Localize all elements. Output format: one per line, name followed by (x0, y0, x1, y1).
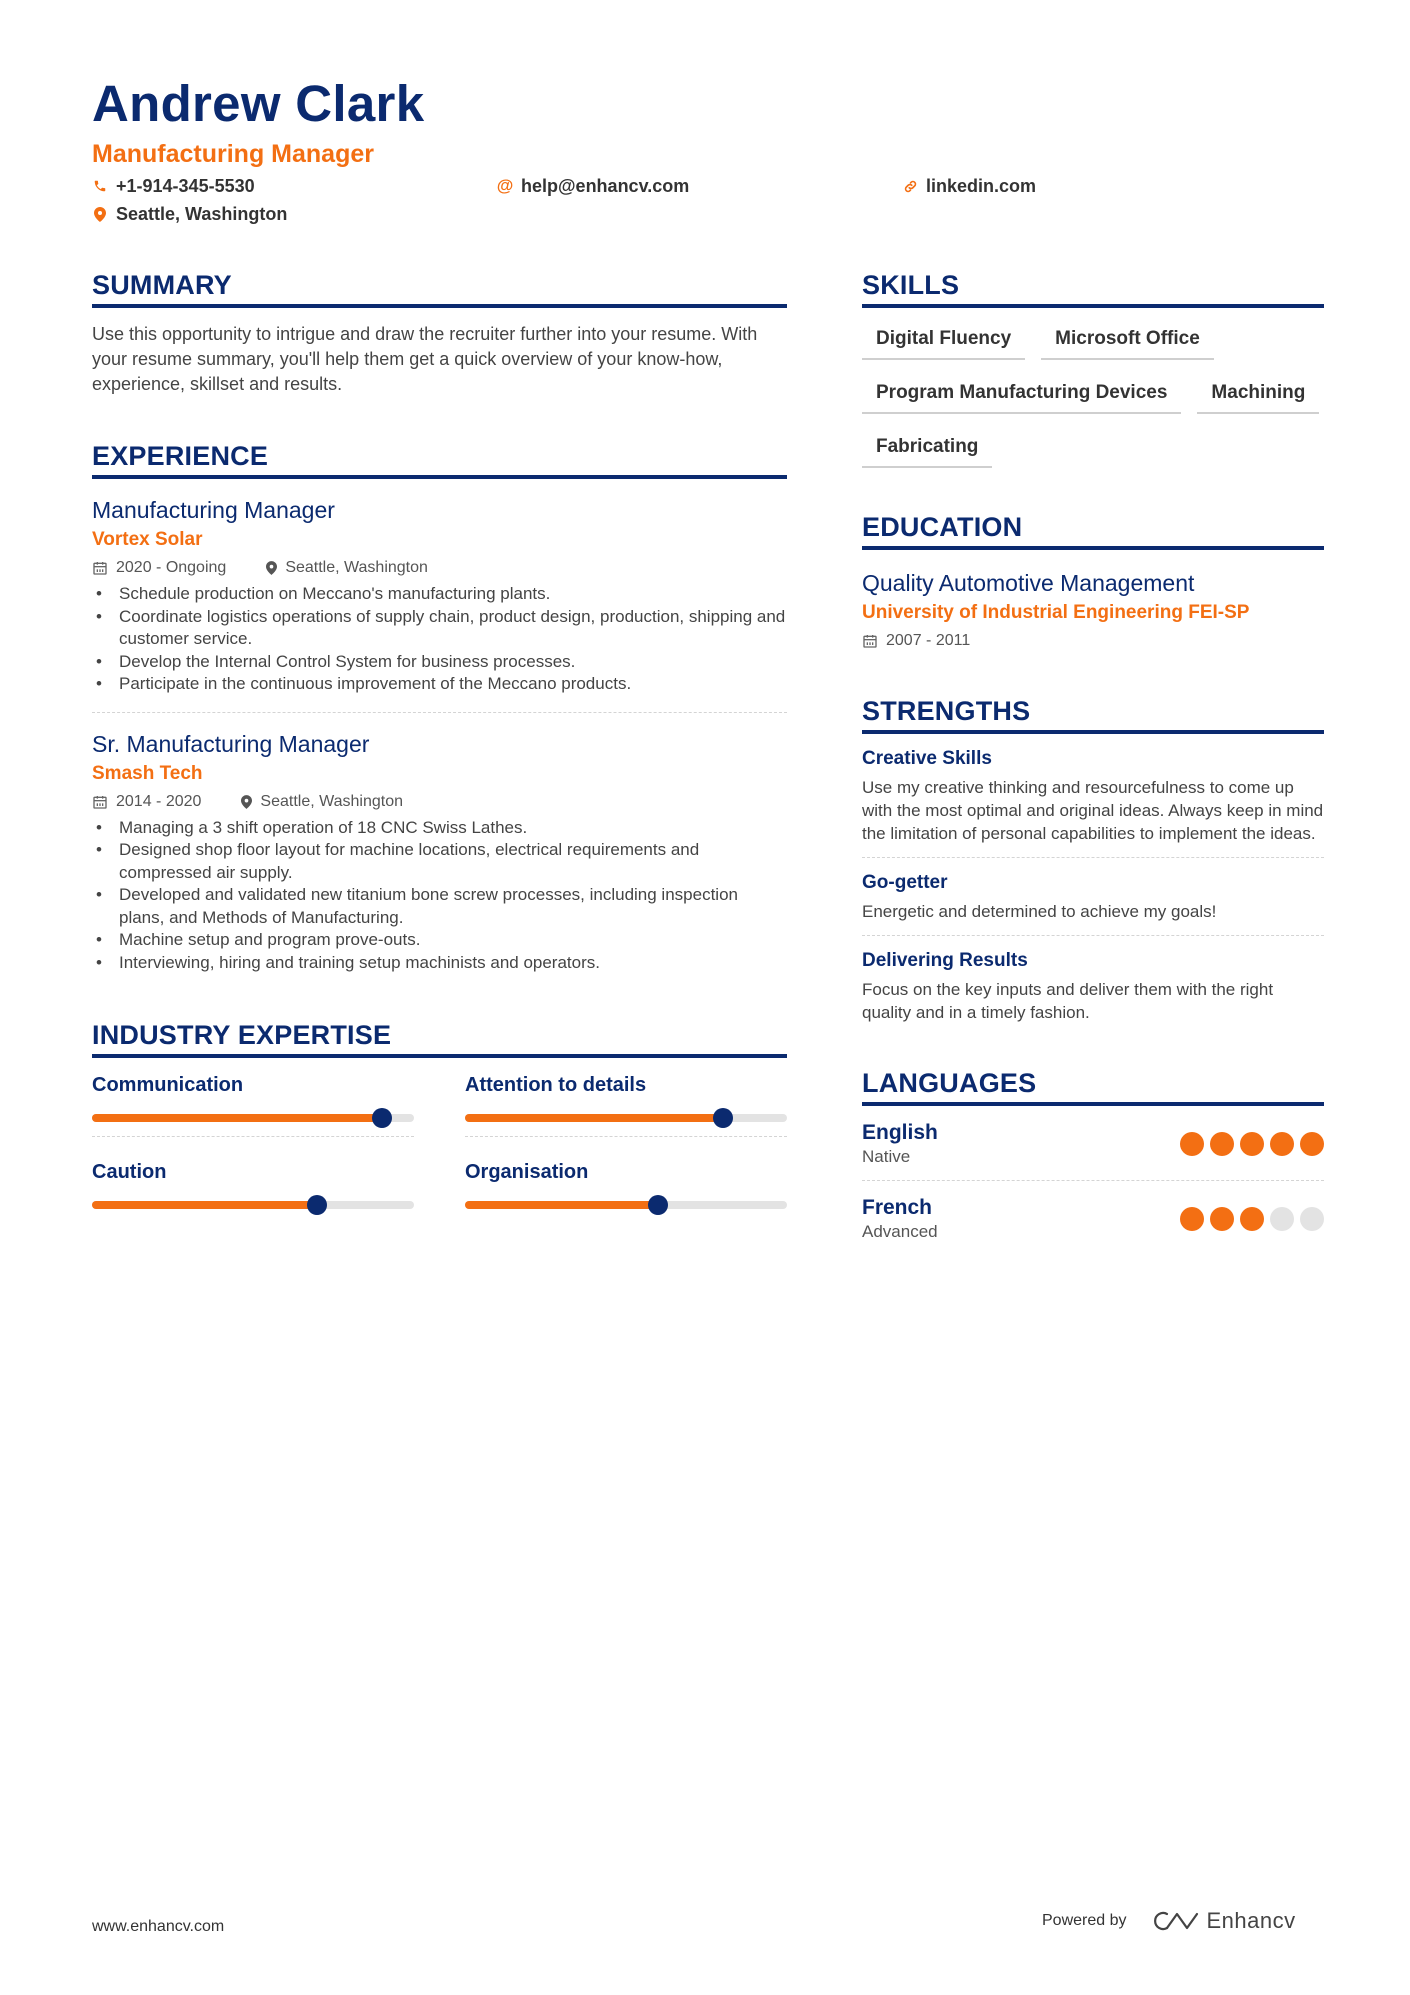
language-name: English (862, 1121, 938, 1144)
strength-desc: Use my creative thinking and resourcefulness to come up with the most optimal and original ideas. Always keep in mind the limitation of personal capabilities to implement the ideas. (862, 778, 1324, 843)
job-company: Smash Tech (92, 762, 203, 784)
experience-section (92, 439, 787, 974)
expertise-label: Communication (92, 1074, 244, 1096)
job-meta (92, 791, 787, 813)
left-column (92, 268, 787, 1223)
edu-meta (862, 632, 1324, 650)
job-location: Seattle, Washington (260, 792, 404, 810)
expertise-bar (92, 1114, 414, 1122)
calendar-icon (92, 794, 108, 810)
resume-header (92, 74, 1332, 234)
job-bullet: • Interviewing, hiring and training setup machinists and operators. (92, 952, 787, 975)
rating-dot (1300, 1132, 1324, 1156)
email-text[interactable]: help@enhancv.com (521, 176, 690, 196)
strength-item (862, 858, 1324, 936)
calendar-icon (92, 560, 108, 576)
expertise-label: Organisation (465, 1161, 589, 1183)
skill-tag: Microsoft Office (1041, 326, 1214, 360)
expertise-bar-fill (92, 1201, 317, 1209)
location-text: Seattle, Washington (116, 204, 288, 224)
expertise-label: Attention to details (465, 1074, 647, 1096)
rating-dot (1270, 1207, 1294, 1231)
strength-desc: Focus on the key inputs and deliver them with the right quality and in a timely fashion. (862, 980, 1274, 1022)
summary-heading: SUMMARY (92, 268, 787, 308)
edu-degree: Quality Automotive Management (862, 570, 1195, 596)
candidate-name: Andrew Clark (92, 75, 425, 132)
rating-dot (1210, 1207, 1234, 1231)
strengths-heading: STRENGTHS (862, 694, 1324, 734)
location-pin-icon (241, 795, 252, 809)
rating-dot (1210, 1132, 1234, 1156)
rating-dot (1270, 1132, 1294, 1156)
contact-location (92, 202, 287, 226)
footer-brand (1042, 1908, 1296, 1934)
right-column (862, 268, 1324, 1255)
education-heading: EDUCATION (862, 510, 1324, 550)
languages-heading: LANGUAGES (862, 1066, 1324, 1106)
job-bullet: • Designed shop floor layout for machine locations, electrical requirements and compressed air supply. (92, 839, 787, 884)
expertise-bar-knob (648, 1195, 668, 1215)
expertise-bar (92, 1201, 414, 1209)
job-location: Seattle, Washington (285, 559, 428, 576)
expertise-bar-knob (372, 1108, 392, 1128)
expertise-item (465, 1137, 787, 1223)
phone-text: +1-914-345-5530 (116, 176, 255, 196)
job-bullet: • Coordinate logistics operations of supply chain, product design, production, shipping and customer service. (92, 606, 787, 651)
footer-website[interactable]: www.enhancv.com (92, 1918, 225, 1935)
contact-phone (92, 174, 255, 198)
at-icon: @ (496, 176, 514, 195)
expertise-item (92, 1137, 414, 1223)
expertise-bar (465, 1114, 787, 1122)
enhancv-logo-text: Enhancv (1206, 1908, 1296, 1933)
strength-desc: Energetic and determined to achieve my goals! (862, 902, 1217, 921)
skill-tag: Program Manufacturing Devices (862, 380, 1181, 414)
job-meta (92, 557, 787, 579)
link-icon (902, 178, 918, 194)
edu-school: University of Industrial Engineering FEI-SP (862, 602, 1250, 623)
phone-icon (92, 178, 108, 194)
edu-dates: 2007 - 2011 (886, 632, 971, 649)
job-role: Sr. Manufacturing Manager (92, 730, 370, 757)
linkedin-text[interactable]: linkedin.com (926, 176, 1037, 196)
expertise-item (465, 1072, 787, 1137)
language-level: Native (862, 1147, 911, 1166)
strength-title: Go-getter (862, 872, 948, 893)
expertise-bar (465, 1201, 787, 1209)
job-bullets (92, 817, 787, 975)
calendar-icon (862, 633, 878, 649)
expertise-label: Caution (92, 1161, 167, 1183)
contact-email[interactable] (497, 174, 689, 198)
languages-section (862, 1066, 1324, 1255)
job-dates: 2020 - Ongoing (116, 559, 227, 576)
strength-title: Delivering Results (862, 950, 1028, 971)
job-bullet: • Machine setup and program prove-outs. (92, 929, 787, 952)
expertise-bar-knob (307, 1195, 327, 1215)
language-rating (1180, 1132, 1324, 1156)
expertise-item (92, 1072, 414, 1137)
skill-tag: Digital Fluency (862, 326, 1025, 360)
rating-dot (1180, 1132, 1204, 1156)
rating-dot (1240, 1207, 1264, 1231)
strength-title: Creative Skills (862, 748, 992, 769)
skill-tag: Fabricating (862, 434, 992, 468)
rating-dot (1240, 1132, 1264, 1156)
expertise-bar-fill (465, 1201, 658, 1209)
job-bullet: • Participate in the continuous improvement of the Meccano products. (92, 673, 787, 696)
powered-by-text: Powered by (1042, 1912, 1127, 1929)
location-pin-icon (266, 561, 277, 575)
job-role: Manufacturing Manager (92, 497, 335, 523)
skills-list (862, 326, 1324, 468)
skills-heading: SKILLS (862, 268, 1324, 308)
language-rating (1180, 1207, 1324, 1231)
strength-item (862, 734, 1324, 858)
divider (92, 712, 787, 713)
experience-entry (92, 729, 787, 975)
job-dates: 2014 - 2020 (116, 792, 202, 810)
enhancv-logo-icon (1153, 1909, 1199, 1933)
strength-item (862, 936, 1324, 1036)
expertise-bar-fill (92, 1114, 382, 1122)
contact-linkedin[interactable] (902, 174, 1036, 198)
rating-dot (1180, 1207, 1204, 1231)
skills-section (862, 268, 1324, 468)
language-level: Advanced (862, 1222, 938, 1241)
location-pin-icon (92, 206, 108, 222)
job-bullets (92, 583, 787, 696)
expertise-bar-knob (713, 1108, 733, 1128)
job-bullet: • Schedule production on Meccano's manufacturing plants. (92, 583, 787, 606)
language-item (862, 1106, 1324, 1181)
experience-entry (92, 495, 787, 712)
language-name: French (862, 1196, 933, 1219)
experience-heading: EXPERIENCE (92, 439, 787, 479)
summary-text: Use this opportunity to intrigue and draw the recruiter further into your resume. With your resume summary, you'll help them get a quick overview of your know-how, experience, skillset and results. (92, 324, 758, 394)
contact-info (92, 174, 1332, 234)
skill-tag: Machining (1197, 380, 1319, 414)
industry-expertise-heading: INDUSTRY EXPERTISE (92, 1018, 787, 1058)
expertise-grid (92, 1072, 787, 1223)
job-bullet: • Developed and validated new titanium bone screw processes, including inspection plans, and Methods of Manufacturing. (92, 884, 787, 929)
rating-dot (1300, 1207, 1324, 1231)
job-bullet: • Managing a 3 shift operation of 18 CNC Swiss Lathes. (92, 817, 787, 840)
summary-section (92, 268, 787, 397)
candidate-title: Manufacturing Manager (92, 140, 374, 168)
industry-expertise-section (92, 1018, 787, 1223)
strengths-section (862, 694, 1324, 1036)
job-bullet: • Develop the Internal Control System for business processes. (92, 651, 787, 674)
expertise-bar-fill (465, 1114, 723, 1122)
job-company: Vortex Solar (92, 529, 203, 550)
education-section (862, 510, 1324, 650)
language-item (862, 1181, 1324, 1255)
enhancv-logo[interactable] (1153, 1908, 1296, 1934)
